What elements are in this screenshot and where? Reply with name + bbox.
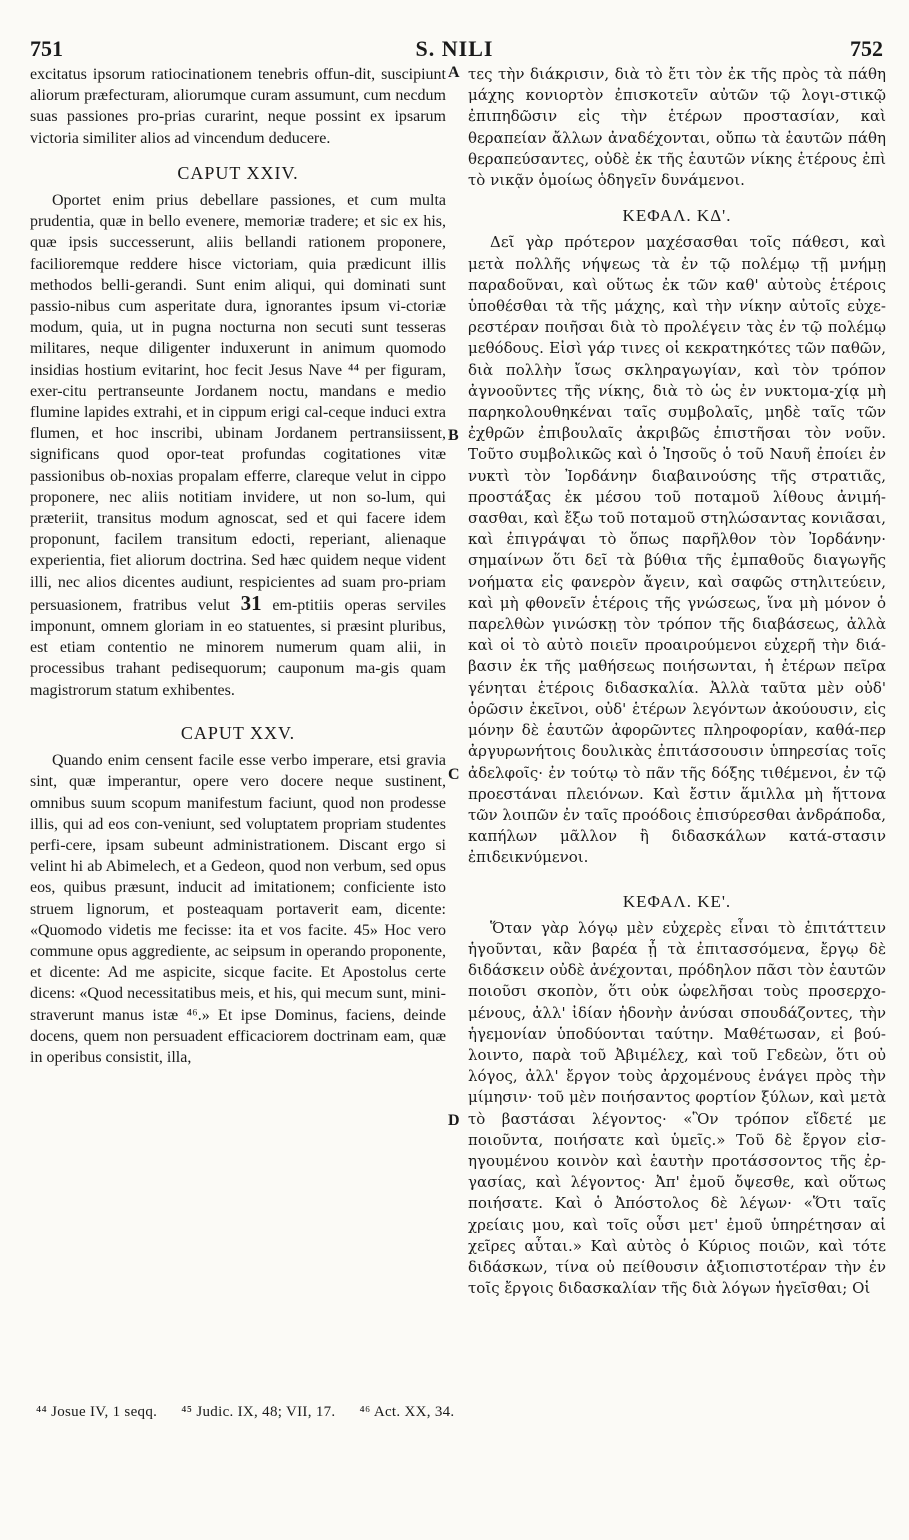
footnote-45: ⁴⁵ Judic. IX, 48; VII, 17. [181,1404,336,1420]
latin-chapter-24-title: CAPUT XXIV. [177,162,299,183]
latin-chapter-24-text-a: Oportet enim prius debellare passiones, et cum multa prudentia, quæ in bello evenere, memoriæ tradere; et sic ex his, quæ ipsis successerunt, aliis bellandi rationem proponere, facilioremque reddere hisce victoriam, quia prædicunt illis methodos belli-gerandi. Sunt enim aliqui, qui dominati sunt passio-nibus cum asperitate dura, ignorantes ipsum vi-ctoriæ modum, quia, ut in pugna nocturna non secuti sunt tesseras militares, neque diligenter induxerunt in animum quomodo insidias hostium evitarint, hoc fecit Jesus Nave ⁴⁴ per figuram, exer-citu pertranseunte Jordanem noctu, mandans e medio flumine lapides extrahi, et in cippum erigi cal-ceque induci extra flumen, et hoc inscribi, ubinam Jordanem pertransiissent, significans quod opor-teat profundas cogitationes vitæ passionibus ob-noxias propalam efferre, clareque velut in cippo proponere, nec aliis notitiam invidere, ut non so-lum, qui præteriit, transitus modum agnoscat, sed et qui facere idem proponunt, facilem transitum edocti, reperiant, alienaque experientia, fiet aliorum doctrina. Sed hæc quidem neque vident illi, nec alios dicentes audiunt, respicientes ad suam pro-priam persuasionem, fratribus velut [30,192,446,614]
latin-chapter-24-text [30,190,446,701]
greek-chapter-25-text: Ὅταν γὰρ λόγῳ μὲν εὐχερὲς εἶναι τὸ ἐπιτάττειν ἡγοῦνται, κἂν βαρέα ᾖ τὰ ἐπιτασσόμενα, ἔργῳ δὲ διδάσκειν οὐδὲ ἀνέχονται, πρόδηλον πᾶσι τὸν ἑαυτῶν ποιοῦσι σκοπὸν, ὅτι οὐκ ὠφελῆσαι τοὺς προσερχο-μένους, ἀλλ' ἰδίαν ἡδονὴν ἀνύσαι σπουδάζοντες, τὴν ἡγεμονίαν ὑποδύονται ταύτην. Μαθέτωσαν, εἰ βού-λοιντο, παρὰ τοῦ Ἀβιμέλεχ, καὶ τοῦ Γεδεὼν, ὅτι οὐ λόγος, ἀλλ' ἔργον τοὺς ἀρχομένους ἐνάγει πρὸς τὴν μίμησιν· τοῦ μὲν ποιήσαντος φορτίον ξύλων, καὶ μετὰ τὸ βαστάσαι λέγοντος· «Ὃν τρόπον εἴδετέ με ποιοῦντα, ποιήσατε καὶ ὑμεῖς.» Τοῦ δὲ ἔργον εἰσ-ηγουμένου κοινὸν καὶ ἑαυτὴν προτάσσοντος τῆς ἐρ-γασίας, καὶ λέγοντος· Ἀπ' ἐμοῦ ὄψεσθε, καὶ οὕτως ποιήσατε. Καὶ ὁ Ἀπόστολος δὲ λέγων· «Ὅτι ταῖς χρείαις μου, καὶ τοῖς οὖσι μετ' ἐμοῦ ὑπηρέτησαν αἱ χεῖρες αὗται.» Καὶ αὐτὸς ὁ Κύριος ποιῶν, καὶ τότε διδάσκων, τίνα οὐ πείθουσιν ἀξιοπιστοτέραν τὴν ἐν τοῖς ἔργοις διδασκαλίαν τῆς διὰ λόγων ἡγεῖσθαι; Οἱ [468,918,886,1298]
margin-letter-d: D [448,1112,460,1129]
latin-intro: excitatus ipsorum ratiocinationem tenebris offun-dit, suscipiunt aliorum præfecturam, aliorumque curam assumunt, cum necdum suas passiones pro-prias curarint, neque possint ex ipsarum victoria similiter alios ad vincendum deducere. [30,66,446,147]
footnotes [36,1404,475,1421]
latin-chapter-24-text-b: em-ptitiis operas serviles imponunt, omnem gloriam in eo statuentes, si præsint pluribus, est etiam contentio ne minorem numerum quam alii, in processibus trahant pedisequorum; cauponum ma-gis quam magistrorum statum exhibentes. [30,596,447,699]
page-header [20,36,889,66]
latin-column [30,64,446,1068]
footnote-44: ⁴⁴ Josue IV, 1 seqq. [36,1404,158,1420]
greek-column [468,64,886,1299]
margin-letter-b: B [448,427,459,444]
margin-letter-a: A [448,64,460,81]
page-number-right: 752 [850,36,883,61]
column-marker-31: 31 [240,590,262,615]
greek-intro: τες τὴν διάκρισιν, διὰ τὸ ἔτι τὸν ἐκ τῆς πρὸς τὰ πάθη μάχης κονιορτὸν ἐπισκοτεῖν αὐτῶν τῷ λογι-στικῷ ἐπιπηδῶσιν εἰς τὴν ἑτέρων προστασίαν, καὶ θεραπείαν ἄλλων ἀναδέχονται, οὔπω τὰ ἑαυτῶν πάθη θεραπεύσαντες, οὐδὲ ἐκ τῆς ἑαυτῶν νίκης ἑτέρους ἐπὶ τὸ νικᾷν ὁμοίως ὁδηγεῖν δυνάμενοι. [468,65,886,190]
footnote-46: ⁴⁶ Act. XX, 34. [359,1404,455,1420]
greek-chapter-24-title: ΚΕΦΑΛ. ΚΔ'. [622,206,732,226]
greek-chapter-25-title: ΚΕΦΑΛ. ΚΕ'. [622,891,732,911]
running-head: S. NILI [415,36,494,61]
latin-chapter-25-title: CAPUT XXV. [180,722,296,743]
greek-chapter-24-text: Δεῖ γὰρ πρότερον μαχέσασθαι τοῖς πάθεσι, καὶ μετὰ πολλῆς νήψεως τὰ ἐν τῷ πολέμῳ τῇ μνήμῃ παραδοῦναι, καὶ οὕτως ἐκ τῶν καθ' αὐτοὺς ἑτέροις ὑποθέσθαι τὰ τῆς μάχης, καὶ τὴν νίκην αὐτοῖς εὐχε-ρεστέραν ποιῆσαι διὰ τὸ προλέγειν τὰς ἐν τῷ πολέμῳ μεθόδους. Εἰσὶ γάρ τινες οἱ κεκρατηκότες τῶν παθῶν, διὰ πολλὴν ἴσως σκληραγωγίαν, καὶ τὸν τρόπον ἀγνοοῦντες τῆς νίκης, διὰ τὸ ὡς ἐν νυκτομα-χίᾳ μὴ παρηκολουθηκέναι ταῖς συμβολαῖς, μηδὲ ταῖς τῶν ἐχθρῶν ἐπιβουλαῖς ἀκριβῶς ἐπιστῆσαι τὸν νοῦν. Τοῦτο συμβολικῶς καὶ ὁ Ἰησοῦς ὁ τοῦ Ναυῆ ἐποίει ἐν νυκτὶ τὸν Ἰορδάνην διαβαινούσης τῆς στρατιᾶς, προστάξας ἐκ μέσου τοῦ ποταμοῦ λίθους ἀνιμή-σασθαι, καὶ ἔξω τοῦ ποταμοῦ στηλώσαντας κονιᾶσαι, καὶ ἐπιγράψαι τὸ ὅπως παρῆλθον τὸν Ἰορδάνην· σημαίνων ὅτι δεῖ τὰ βύθια τῆς ἐμπαθοῦς διαγωγῆς νοήματα εἰς φανερὸν ἄγειν, καὶ σαφῶς στηλιτεύειν, καὶ μὴ φθονεῖν ἑτέροις τῆς γνώσεως, ἵνα μὴ μόνον ὁ παρελθὼν γινώσκῃ τὸν τρόπον τῆς διαβάσεως, ἀλλὰ καὶ οἱ τὸ αὐτὸ ποιεῖν προαιρούμενοι εὐχερῆ τὴν διά-βασιν ἐκ τῆς μαθήσεως ποιήσωνται, ἡ ἑτέρων πεῖρα γένηται ἑτέροις διδασκαλία. Ἀλλὰ ταῦτα μὲν οὐδ' ὁρῶσιν ἐκεῖνοι, οὐδ' ἑτέρων λεγόντων ἀκούουσιν, εἰς μόνην δὲ ἑαυτῶν ἀφορῶντες πληροφορίαν, καθά-περ ἀργυρωνήτοις δουλικὰς ἐπιτάσσουσιν ὑπηρεσίας τοῖς ἀδελφοῖς· ἐν τούτῳ τὸ πᾶν τῆς δόξης τιθέμενοι, ἐν τῷ προεστάναι πλειόνων. Καὶ ἔστιν ἅμιλλα μὴ ἥττονα τῶν λοιπῶν ἐν ταῖς προόδοις ἐπισύρεσθαι ἀνδράποδα, καπήλων μᾶλλον ἢ διδασκάλων κατά-στασιν ἐπιδεικνύμενοι. [468,233,886,867]
margin-letter-c: C [448,766,460,783]
page-number-left: 751 [30,36,63,61]
latin-chapter-25-text: Quando enim censent facile esse verbo imperare, etsi gravia sint, quæ imperantur, opere vero docere neque sustinent, omnibus suum scopum manifestum faciunt, quod non prodesse illis, qui ad eos con-veniunt, sed voluptatem propriam studentes perfi-cere, ipsam subeunt administrationem. Discant ergo si velint hi ab Abimelech, et a Gedeon, quod non verbum, sed opus eos, quibus præsunt, inducit ad imitationem; conficiente isto struem lignorum, et posteaquam portaverit eam, dicente: «Quomodo videtis me fecisse: ita et vos facite. 45» Hoc vero commune opus aggrediente, ac seipsum in operando proponente, et dicente: Ad me aspicite, sicque facite. Et Apostolus certe dicens: «Quod necessitatibus meis, et his, qui mecum sunt, mini-straverunt manus istæ ⁴⁶.» Et ipse Dominus, faciens, deinde docens, quem non persuadent efficaciorem doctrinam eam, quæ in operibus consistit, illa, [30,752,446,1066]
